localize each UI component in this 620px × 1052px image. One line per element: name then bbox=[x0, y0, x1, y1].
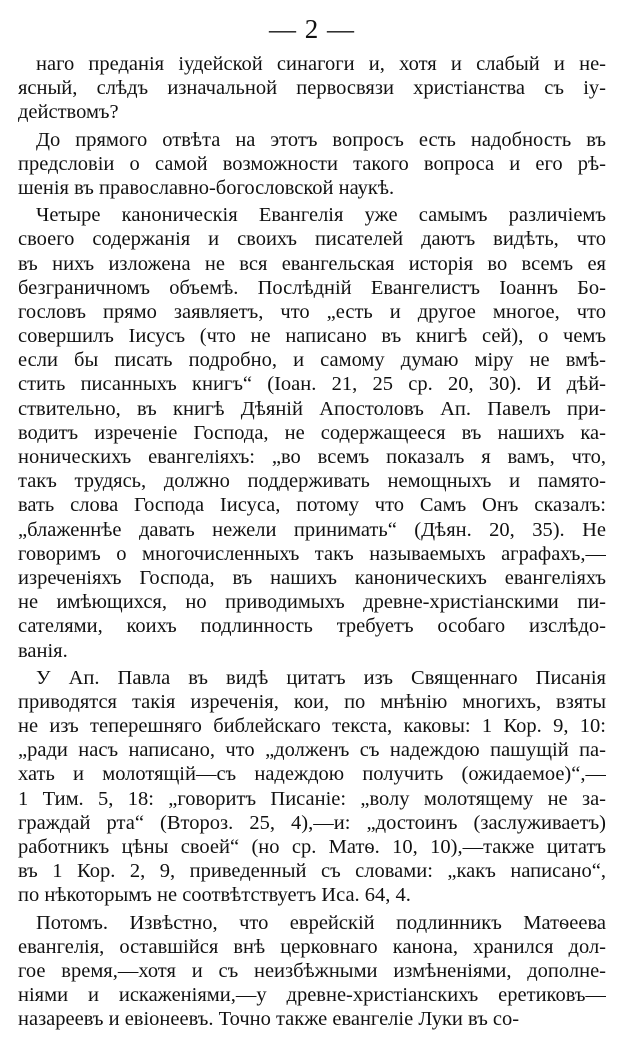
text-line: приводятся такія изреченія, кои, по мнѣнію многихъ, взяты bbox=[18, 690, 606, 713]
text-line: по нѣкоторымъ не соотвѣтствуетъ Иса. 64, 4. bbox=[18, 884, 411, 907]
page-number: — 2 — bbox=[269, 14, 355, 44]
text-line: евангелія, оставшійся внѣ церковнаго канона, хранился дол- bbox=[18, 935, 606, 958]
text-line: безграничномъ объемѣ. Послѣдній Евангелистъ Іоаннъ Бо- bbox=[18, 276, 606, 299]
text-line: граждай рта“ (Второз. 25, 4),—и: „достоинъ (заслуживаетъ) bbox=[18, 811, 606, 834]
paragraph bbox=[18, 128, 606, 201]
paragraph bbox=[18, 911, 606, 1032]
text-line: У Ап. Павла въ видѣ цитатъ изъ Священнаго Писанія bbox=[36, 666, 606, 689]
text-line: если бы писать подробно, и самому думаю міру не вмѣ- bbox=[18, 349, 606, 372]
text-line: гословъ прямо заявляетъ, что „есть и другое многое, что bbox=[18, 300, 606, 323]
paragraph bbox=[18, 203, 606, 663]
body-text bbox=[18, 52, 606, 1032]
text-line: До прямого отвѣта на этотъ вопросъ есть надобность въ bbox=[36, 128, 606, 151]
text-line: ніями и искаженіями,—у древне-христіанскихъ еретиковъ— bbox=[18, 984, 606, 1007]
text-line: назареевъ и евіонеевъ. Точно также евангеліе Луки въ со- bbox=[18, 1008, 520, 1031]
text-line: водитъ изреченіе Господа, не содержащееся въ нашихъ ка- bbox=[18, 421, 606, 444]
text-line: ствительно, въ книгѣ Дѣяній Апостоловъ Ап. Павелъ при- bbox=[18, 397, 606, 420]
text-line: вать слова Господа Іисуса, потому что Самъ Онъ сказалъ: bbox=[18, 494, 606, 517]
text-line: ясный, слѣдъ изначальной первосвязи христіанства съ іу- bbox=[18, 77, 606, 100]
text-line: работникъ цѣны своей“ (но ср. Матѳ. 10, 10),—также цитатъ bbox=[18, 836, 606, 858]
text-line: ванія. bbox=[18, 639, 68, 662]
text-line: ноническихъ евангеліяхъ: „во всемъ показалъ я вамъ, что, bbox=[18, 446, 606, 468]
text-line: совершилъ Іисусъ (что не написано въ книгѣ сей), о чемъ bbox=[18, 325, 606, 348]
text-line: шенія въ православно-богословской наукѣ. bbox=[18, 176, 395, 199]
text-line: сателями, коихъ подлинность требуетъ особаго изслѣдо- bbox=[18, 615, 606, 638]
text-line: предсловіи о самой возможности такого вопроса и его рѣ- bbox=[18, 152, 606, 175]
text-line: „ради насъ написано, что „долженъ съ надеждою пашущій па- bbox=[18, 739, 606, 762]
text-line: Четыре каноническія Евангелія уже самымъ различіемъ bbox=[36, 204, 606, 227]
text-line: такъ трудясь, должно поддерживать немощныхъ и памято- bbox=[18, 470, 606, 493]
document-page bbox=[18, 12, 606, 1032]
text-line: не изъ теперешняго библейскаго текста, каковы: 1 Кор. 9, 10: bbox=[18, 715, 606, 738]
text-line: въ нихъ изложена не вся евангельская исторія во всемъ ея bbox=[18, 252, 606, 275]
text-line: гое время,—хотя и съ неизбѣжными измѣненіями, дополне- bbox=[18, 959, 606, 982]
text-line: стить писанныхъ книгъ“ (Іоан. 21, 25 ср. 20, 30). И дѣй- bbox=[18, 373, 606, 396]
text-line: изреченіяхъ Господа, въ нашихъ каноническихъ евангеліяхъ bbox=[18, 566, 606, 589]
paragraph bbox=[18, 52, 606, 125]
text-line: „блаженнѣе давать нежели принимать“ (Дѣян. 20, 35). Не bbox=[18, 518, 606, 541]
text-line: не имѣющихся, но приводимыхъ древне-христіанскими пи- bbox=[18, 591, 606, 614]
paragraph bbox=[18, 666, 606, 908]
text-line: своего содержанія и своихъ писателей даютъ видѣть, что bbox=[18, 228, 606, 251]
text-line: Потомъ. Извѣстно, что еврейскій подлинникъ Матѳеева bbox=[36, 911, 606, 934]
text-line: говоримъ о многочисленныхъ такъ называемыхъ аграфахъ,— bbox=[18, 542, 606, 565]
text-line: наго преданія іудейской синагоги и, хотя и слабый и не- bbox=[36, 53, 606, 75]
text-line: въ 1 Кор. 2, 9, приведенный съ словами: „какъ написано“, bbox=[18, 860, 606, 883]
text-line: действомъ? bbox=[18, 101, 119, 124]
text-line: 1 Тим. 5, 18: „говоритъ Писаніе: „волу молотящему не за- bbox=[18, 787, 606, 810]
text-line: хать и молотящій—съ надеждою получить (ожидаемое)“,— bbox=[18, 763, 606, 786]
